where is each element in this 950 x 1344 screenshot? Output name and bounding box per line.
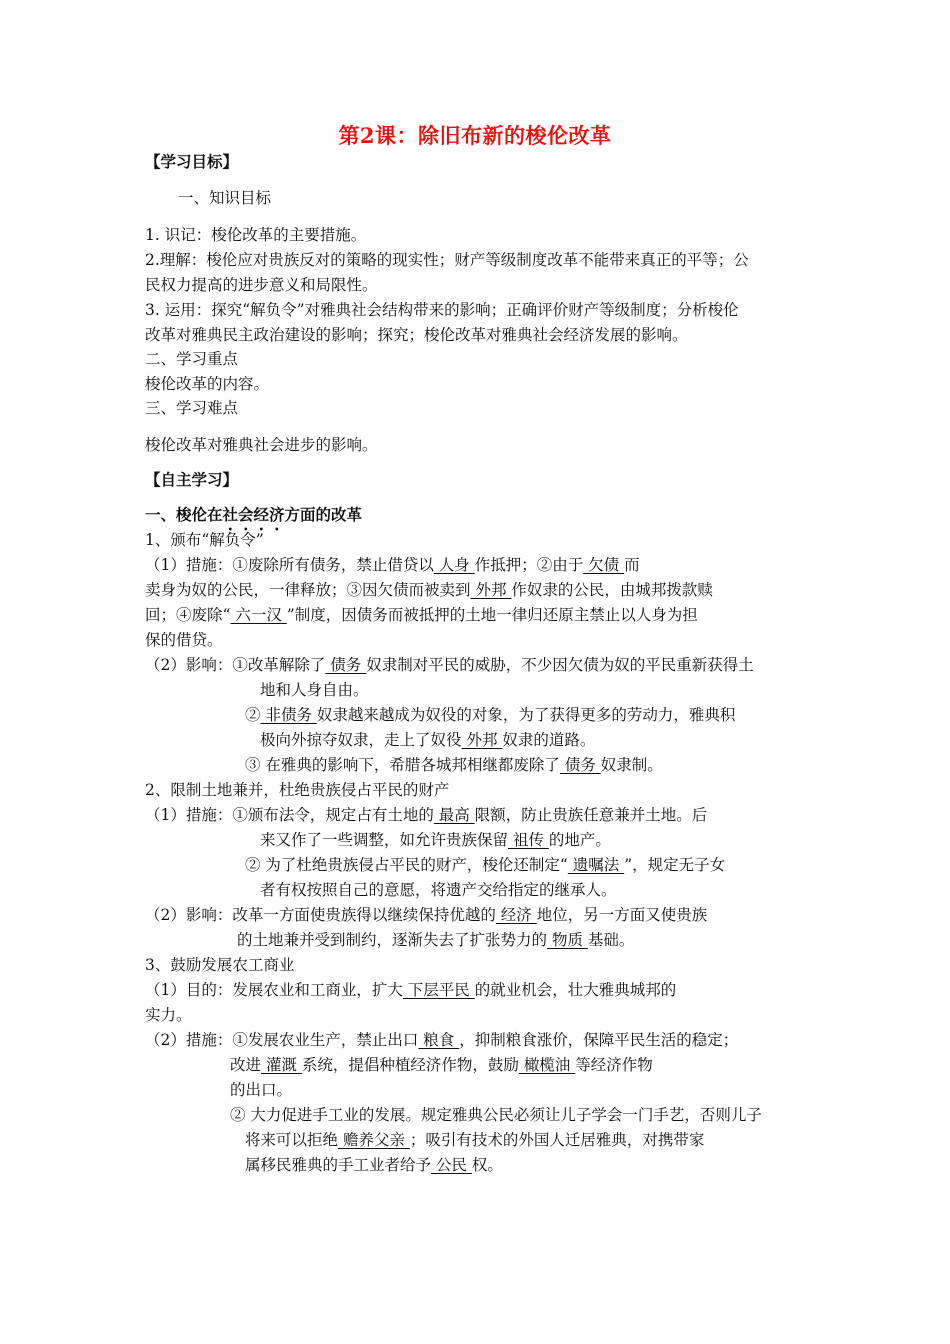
blank-answer: 债务 — [559, 756, 601, 774]
section-1-heading: 一、梭伦在社会经济方面的改革 — [145, 505, 363, 524]
difficulty-header: 三、学习难点 — [145, 399, 239, 417]
goal-line: （1）目的：发展农业和工商业，扩大 下层平民 的就业机会，壮大雅典城邦的 — [145, 981, 677, 999]
blank-answer: 祖传 — [508, 831, 549, 849]
goal-line: 3. 运用：探究“解负令”对雅典社会结构带来的影响；正确评价财产等级制度；分析梭伦 — [145, 301, 739, 319]
goal-line: 1. 识记：梭伦改革的主要措施。 — [145, 226, 367, 244]
impact-line: 的土地兼并受到制约，逐渐失去了扩张势力的 物质 基础。 — [237, 931, 635, 949]
blank-answer: 粮食 — [418, 1031, 460, 1049]
impact-line: （2）影响：改革一方面使贵族得以继续保持优越的 经济 地位，另一方面又使贵族 — [145, 906, 708, 924]
focus-text: 梭伦改革的内容。 — [145, 375, 270, 393]
impact-line: 地和人身自由。 — [260, 681, 369, 699]
learning-goals-header: 【学习目标】 — [145, 152, 239, 171]
blank-answer: 外邦 — [461, 731, 503, 749]
impact-line: ② 非债务 奴隶越来越成为奴役的对象，为了获得更多的劳动力，雅典积 — [245, 706, 736, 724]
goal-line: 改革对雅典民主政治建设的影响；探究；梭伦改革对雅典社会经济发展的影响。 — [145, 326, 688, 344]
sub-heading-3: 3、鼓励发展农工商业 — [145, 956, 295, 974]
sub-heading-2: 2、限制土地兼并，杜绝贵族侵占平民的财产 — [145, 781, 450, 799]
blank-answer: 非债务 — [260, 706, 317, 724]
measure-line: （1）措施：①废除所有债务，禁止借贷以 人身 作抵押；②由于 欠债 而 — [145, 556, 640, 574]
blank-answer: 赡养父亲 — [338, 1131, 410, 1149]
measure-line: 回；④废除“ 六一汉 ”制度，因债务而被抵押的土地一律归还原主禁止以人身为担 — [145, 606, 698, 624]
measure-line: 保的借贷。 — [145, 631, 223, 649]
blank-answer: 最高 — [433, 806, 475, 824]
measure-line: ② 为了杜绝贵族侵占平民的财产，梭伦还制定“ 遗嘱法 ”，规定无子女 — [245, 856, 726, 874]
blank-answer: 外邦 — [470, 581, 512, 599]
measure-line: 将来可以拒绝 赡养父亲 ；吸引有技术的外国人迁居雅典，对携带家 — [245, 1131, 705, 1149]
measure-line: 卖身为奴的公民，一律释放；③因欠债而被卖到 外邦 作奴隶的公民，由城邦拨款赎 — [145, 581, 713, 599]
goal-line: 实力。 — [145, 1006, 192, 1024]
measure-line: ② 大力促进手工业的发展。规定雅典公民必须让儿子学会一门手艺，否则儿子 — [230, 1106, 762, 1124]
impact-line: （2）影响：①改革解除了 债务 奴隶制对平民的威胁，不少因欠债为奴的平民重新获得土 — [145, 656, 754, 674]
focus-header: 二、学习重点 — [145, 350, 239, 368]
measure-line: （2）措施：①发展农业生产，禁止出口 粮食 ，抑制粮食涨价，保障平民生活的稳定； — [145, 1031, 739, 1049]
measure-line: 来又作了一些调整，如允许贵族保留 祖传 的地产。 — [260, 831, 611, 849]
goal-line: 2.理解：梭伦应对贵族反对的策略的现实性；财产等级制度改革不能带来真正的平等；公 — [145, 251, 749, 269]
blank-answer: 六一汉 — [230, 606, 287, 624]
measure-line: 属移民雅典的手工业者给予 公民 权。 — [245, 1156, 503, 1174]
blank-answer: 人身 — [433, 556, 475, 574]
blank-answer: 下层平民 — [402, 981, 475, 999]
self-study-header: 【自主学习】 — [145, 470, 239, 489]
blank-answer: 欠债 — [583, 556, 625, 574]
impact-line: 极向外掠夺奴隶，走上了奴役 外邦 奴隶的道路。 — [260, 731, 596, 749]
measure-line: （1）措施：①颁布法令，规定占有土地的 最高 限额，防止贵族任意兼并土地。后 — [145, 806, 708, 824]
blank-answer: 灌溉 — [261, 1056, 302, 1074]
measure-line: 改进 灌溉 系统，提倡种植经济作物，鼓励 橄榄油 等经济作物 — [230, 1056, 653, 1074]
page-title: 第2课：除旧布新的梭伦改革 — [338, 123, 612, 148]
blank-answer: 债务 — [325, 656, 367, 674]
blank-answer: 经济 — [495, 906, 537, 924]
sub-heading-1: 1、颁布“解负令” — [145, 531, 264, 549]
blank-answer: 遗嘱法 — [567, 856, 625, 874]
blank-answer: 物质 — [547, 931, 588, 949]
blank-answer: 公民 — [431, 1156, 472, 1174]
measure-line: 的出口。 — [230, 1081, 293, 1099]
blank-answer: 橄榄油 — [518, 1056, 576, 1074]
knowledge-goals-header: 一、知识目标 — [178, 189, 272, 207]
difficulty-text: 梭伦改革对雅典社会进步的影响。 — [145, 436, 378, 454]
measure-line: 者有权按照自己的意愿，将遗产交给指定的继承人。 — [260, 881, 617, 899]
goal-line: 民权力提高的进步意义和局限性。 — [145, 276, 378, 294]
impact-line: ③ 在雅典的影响下，希腊各城邦相继都废除了 债务 奴隶制。 — [245, 756, 663, 774]
